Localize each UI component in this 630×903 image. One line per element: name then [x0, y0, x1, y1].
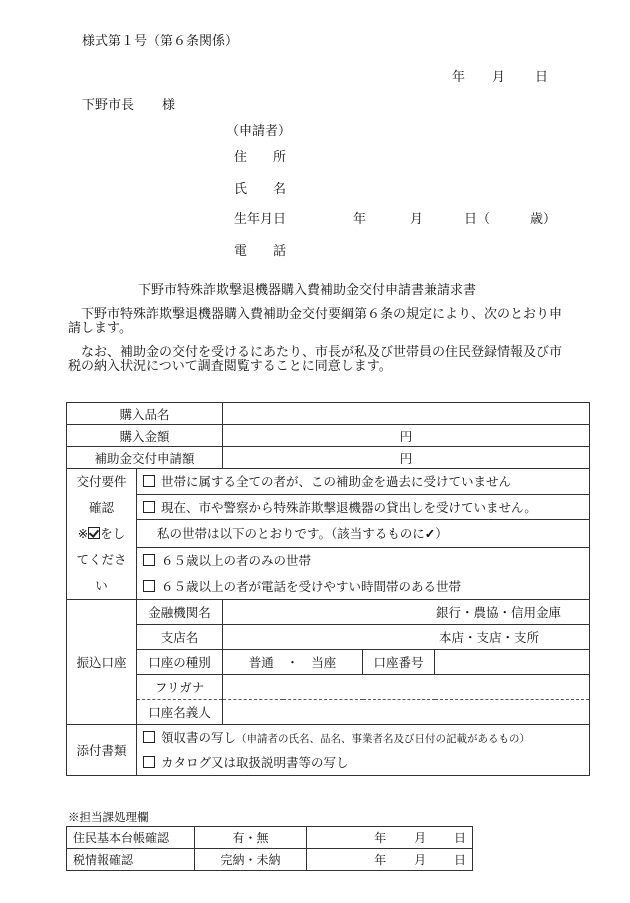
attach-1-note: （申請者の氏名、品名、事業者名及び日付の記載があるもの）: [236, 733, 531, 746]
attach-row-2: [67, 750, 590, 776]
household-statement-text: 私の世帯は以下のとおりです。（該当するものに: [157, 526, 425, 542]
table-row-request: [67, 447, 590, 469]
application-table: [66, 402, 590, 776]
bank-row-branch: [67, 625, 590, 650]
requirement-3-text: ６５歳以上の者のみの世帯: [161, 553, 312, 569]
requirements-label-line-3-text: をし: [100, 526, 126, 541]
requirements-label-line-5: い: [95, 578, 108, 593]
document-title: 下野市特殊詐欺撃退機器購入費補助金交付申請書兼請求書: [138, 283, 477, 298]
requirements-label: [67, 469, 137, 600]
account-type-label: 口座の種別: [137, 650, 223, 675]
requirement-row-household: [67, 520, 590, 548]
requirements-note-mark: ※: [77, 526, 89, 541]
addressee-honorific: 様: [162, 98, 176, 113]
address-label: 住 所: [234, 150, 287, 165]
bank-name-cell[interactable]: [223, 600, 590, 625]
requirements-label-line-4: てくださ: [76, 552, 127, 567]
office-row-date[interactable]: [307, 827, 473, 849]
item-value-cell[interactable]: [223, 403, 590, 425]
checkbox-icon[interactable]: [143, 475, 155, 487]
bank-row-furigana: [67, 675, 590, 700]
holder-label: 口座名義人: [137, 700, 223, 725]
office-row-tax: [67, 849, 473, 871]
furigana-cell[interactable]: [223, 675, 590, 700]
requirement-4[interactable]: [137, 573, 590, 600]
office-date-month: 月: [414, 853, 427, 867]
office-date-year: 年: [374, 831, 387, 845]
checked-box-icon: [88, 527, 100, 539]
dob-day-label: 日（: [464, 212, 491, 227]
holder-cell[interactable]: [223, 700, 590, 725]
dob-age-label: 歳）: [530, 212, 557, 227]
checkmark-icon: ✓: [424, 526, 436, 542]
attach-1-text: 領収書の写し: [161, 730, 237, 746]
request-value-cell[interactable]: [223, 447, 590, 469]
office-date-month: 月: [414, 831, 427, 845]
checkbox-icon[interactable]: [143, 731, 155, 743]
requirements-label-line-3: [67, 521, 136, 547]
checkbox-icon[interactable]: [143, 756, 155, 768]
name-label: 氏 名: [234, 182, 287, 197]
date-year-label: 年: [452, 70, 466, 85]
date-day-label: 日: [535, 70, 549, 85]
furigana-label: フリガナ: [137, 675, 223, 700]
attach-2[interactable]: [137, 750, 590, 776]
phone-label: 電 話: [234, 244, 287, 259]
attach-2-text: カタログ又は取扱説明書等の写し: [161, 755, 349, 771]
body-paragraph-2: なお、補助金の交付を受けるにあたり、市長が私及び世帯員の住民登録情報及び市税の納入状況について調査閲覧することに同意します。: [68, 345, 563, 374]
branch-cell[interactable]: [223, 625, 590, 650]
requirement-row-2: [67, 494, 590, 520]
date-month-label: 月: [492, 70, 506, 85]
office-row-date[interactable]: [307, 849, 473, 871]
amount-label: 購入金額: [67, 425, 223, 447]
checkbox-icon[interactable]: [143, 580, 155, 592]
item-label: 購入品名: [67, 403, 223, 425]
dob-label: 生年月日: [234, 212, 287, 227]
amount-value-cell[interactable]: [223, 425, 590, 447]
office-heading: ※担当課処理欄: [68, 810, 149, 824]
request-unit: 円: [399, 450, 413, 466]
office-date-year: 年: [374, 853, 387, 867]
office-table: [66, 826, 473, 871]
account-number-cell[interactable]: [435, 650, 590, 675]
office-row-label: 住民基本台帳確認: [67, 827, 195, 849]
bank-row-account: [67, 650, 590, 675]
bank-row-name: [67, 600, 590, 625]
office-date-day: 日: [453, 831, 466, 845]
requirement-2[interactable]: [137, 494, 590, 520]
office-row-status[interactable]: 完納・未納: [195, 849, 307, 871]
attach-label: 添付書類: [67, 725, 137, 776]
household-statement-end: ）: [435, 526, 448, 542]
dob-month-label: 月: [410, 212, 424, 227]
household-statement: [137, 520, 590, 548]
branch-label: 支店名: [137, 625, 223, 650]
form-number: 様式第１号（第６条関係）: [82, 34, 239, 49]
office-row-resident: [67, 827, 473, 849]
attach-row-1: [67, 725, 590, 750]
attach-1[interactable]: [137, 725, 590, 750]
applicant-label: （申請者）: [226, 124, 292, 139]
request-label: 補助金交付申請額: [67, 447, 223, 469]
account-number-label: 口座番号: [363, 650, 435, 675]
office-row-label: 税情報確認: [67, 849, 195, 871]
requirements-label-line-2: 確認: [88, 500, 114, 515]
requirement-row-4: [67, 573, 590, 600]
table-row-item: [67, 403, 590, 425]
checkbox-icon[interactable]: [143, 501, 155, 513]
requirement-1-text: 世帯に属する全ての者が、この補助金を過去に受けていません: [161, 474, 512, 490]
branch-types: 本店・支店・支所: [439, 630, 540, 645]
bank-types: 銀行・農協・信用金庫: [436, 605, 562, 620]
account-type-options[interactable]: 普通 ・ 当座: [223, 650, 363, 675]
requirement-2-text: 現在、市や警察から特殊詐欺撃退機器の貸出しを受けていません。: [161, 499, 537, 515]
requirement-row-3: [67, 547, 590, 573]
requirement-row-1: [67, 469, 590, 495]
office-row-status[interactable]: 有・無: [195, 827, 307, 849]
body-paragraph-1: 下野市特殊詐欺撃退機器購入費補助金交付要綱第６条の規定により、次のとおり申請します。: [68, 307, 563, 336]
bank-section-label: 振込口座: [67, 600, 137, 725]
bank-row-holder: [67, 700, 590, 725]
table-row-amount: [67, 425, 590, 447]
requirement-4-text: ６５歳以上の者が電話を受けやすい時間帯のある世帯: [161, 578, 462, 594]
requirement-3[interactable]: [137, 547, 590, 573]
requirements-label-line-1: 交付要件: [76, 474, 127, 489]
dob-year-label: 年: [353, 212, 367, 227]
bank-name-label: 金融機関名: [137, 600, 223, 625]
amount-unit: 円: [399, 428, 413, 444]
requirement-1[interactable]: [137, 469, 590, 495]
addressee-name: 下野市長: [82, 98, 135, 113]
office-date-day: 日: [453, 853, 466, 867]
checkbox-icon[interactable]: [143, 554, 155, 566]
